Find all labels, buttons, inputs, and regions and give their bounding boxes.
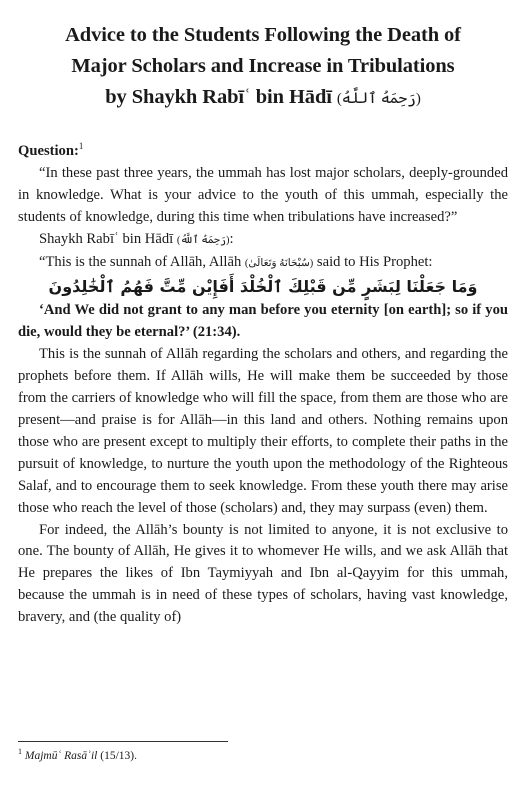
allah-honorific: (سُبْحَانَهُ وَتَعَالَىٰ) (244, 257, 314, 269)
answer-intro-after: said to His Prophet: (316, 253, 433, 270)
answer-intro-before: “This is the sunnah of Allāh, Allāh (39, 253, 242, 270)
title-line-3: by Shaykh Rabīʿ bin Hādī (105, 86, 332, 108)
speaker-honorific: (رَحِمَهُ ٱللَّهُ) (176, 234, 230, 246)
answer-intro (18, 252, 508, 275)
document-body (18, 141, 508, 629)
question-text: “In these past three years, the ummah has lost major scholars, deeply-grounded in knowledge. What is your advice to the youth of this ummah, especially the students of knowledge, during this time when tribulations have increased?” (18, 164, 508, 225)
footnote (18, 748, 137, 764)
question-heading (18, 141, 508, 163)
answer-speaker: Shaykh Rabīʿ bin Hādī (39, 230, 174, 247)
verse-translation: ‘And We did not grant to any man before you eternity [on earth]; so if you die, would they be eternal?’ (21:34). (18, 302, 508, 341)
title-line-2: Major Scholars and Increase in Tribulations (71, 55, 455, 77)
footnote-source-title: Majmūʿ Rasāʾil (24, 750, 98, 762)
arabic-verse: وَمَا جَعَلْنَا لِبَشَرٍ مِّن قَبْلِكَ ٱلْخُلْدَ أَفَإِيْن مِّتَّ فَهُمُ ٱلْخَٰلِدُونَ (48, 277, 478, 297)
footnote-number: 1 (18, 747, 22, 757)
answer-speaker-line (18, 229, 508, 252)
footnote-source-ref: (15/13). (100, 750, 137, 762)
question-label: Question: (18, 143, 79, 159)
body-paragraph-2: For indeed, the Allāh’s bounty is not limited to anyone, it is not exclusive to one. The bounty of Allāh, He gives it to whomever He wills, and we ask Allāh that He prepares the likes of Ibn Taymiyyah and Ibn al-Qayyim for this ummah, because the ummah is in need of these types of scholars, having vast knowledge, bravery, and (the quality of) (18, 521, 508, 626)
speaker-suffix: : (229, 230, 234, 247)
footnote-ref[interactable]: 1 (78, 141, 84, 152)
title-line-1: Advice to the Students Following the Death of (65, 24, 461, 46)
title-honorific: (رَحِمَهُ ٱللَّهُ) (336, 91, 421, 107)
body-paragraph-1: This is the sunnah of Allāh regarding the scholars and others, and regarding the prophets before them. If Allāh wills, He will make them be succeeded by those from the carriers of knowledge who will fill the space, from them are those who are present—and praise is for Allāh—in this land and others. Nothing remains upon those who are present except to multiply their efforts, to complete their paths in the pursuit of knowledge, to nurture the youth upon the methodology of the Righteous Salaf, and to encourage them to seek knowledge. From these youth there may arise those who reach the level of those (scholars) and, they may surpass (even) them. (18, 346, 508, 516)
page (18, 20, 508, 629)
footnote-divider (18, 741, 228, 742)
document-title (18, 20, 508, 115)
